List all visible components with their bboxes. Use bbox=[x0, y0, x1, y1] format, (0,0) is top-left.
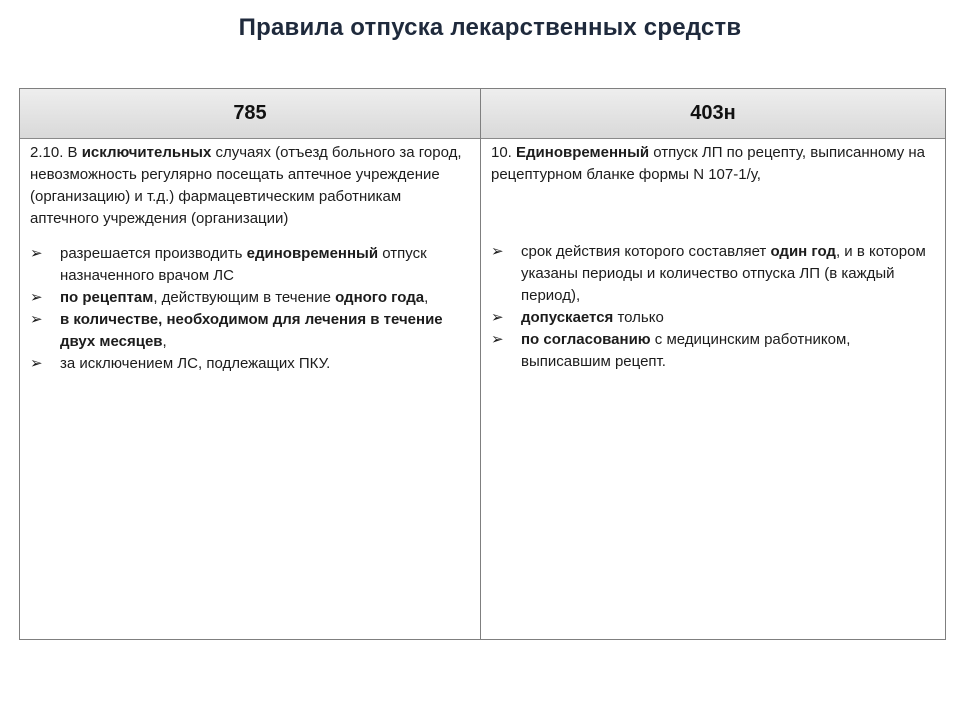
column-header-785: 785 bbox=[233, 102, 267, 124]
list-item-text bbox=[60, 311, 443, 350]
column-divider bbox=[480, 89, 481, 639]
text: 2.10. В bbox=[30, 144, 82, 161]
text: с медицинским работником, выписавшим рецепт. bbox=[521, 331, 851, 370]
list-item-text bbox=[521, 331, 850, 370]
arrow-bullet-icon: ➢ bbox=[30, 311, 43, 328]
text: отпуск назначенного врачом ЛС bbox=[60, 245, 427, 284]
arrow-bullet-icon: ➢ bbox=[30, 245, 43, 262]
text: разрешается производить bbox=[60, 245, 247, 262]
table-header-row bbox=[20, 89, 945, 139]
text: только bbox=[613, 309, 664, 326]
bold-text: по согласованию bbox=[521, 331, 651, 348]
text: , bbox=[162, 333, 167, 350]
intro-paragraph bbox=[491, 142, 931, 186]
list-item bbox=[491, 307, 931, 329]
text: , и в котором указаны периоды и количество отпуска ЛП (в каждый период), bbox=[521, 243, 926, 304]
cell-403n bbox=[491, 139, 931, 373]
bold-text: допускается bbox=[521, 309, 614, 326]
list-item bbox=[491, 329, 931, 373]
list-item bbox=[30, 287, 470, 309]
arrow-bullet-icon: ➢ bbox=[491, 331, 504, 348]
list-item bbox=[30, 243, 470, 287]
bold-text: единовременный bbox=[246, 245, 379, 262]
intro-paragraph bbox=[30, 142, 470, 230]
arrow-bullet-icon: ➢ bbox=[491, 243, 504, 260]
text: , действующим в течение bbox=[153, 289, 336, 306]
bullet-list bbox=[491, 241, 931, 373]
text: , bbox=[424, 289, 429, 306]
list-item-text bbox=[60, 355, 330, 372]
bold-text: один год bbox=[770, 243, 836, 260]
text: случаях (отъезд больного за город, невозможность регулярно посещать аптечное учреждение (организацию) и т.д.) фармацевтическим работникам аптечного учреждения (организации) bbox=[30, 144, 462, 227]
bold-text: Единовременный bbox=[516, 144, 650, 161]
bullet-list bbox=[30, 243, 470, 375]
arrow-bullet-icon: ➢ bbox=[30, 355, 43, 372]
bold-text: одного года bbox=[335, 289, 425, 306]
list-item-text bbox=[521, 243, 926, 304]
list-item-text bbox=[521, 309, 664, 326]
column-header-403n: 403н bbox=[690, 102, 736, 124]
text: отпуск ЛП по рецепту, выписанному на рецептурном бланке формы N 107-1/у, bbox=[491, 144, 926, 183]
bold-text: по рецептам bbox=[60, 289, 154, 306]
list-item bbox=[30, 353, 470, 375]
arrow-bullet-icon: ➢ bbox=[30, 289, 43, 306]
page-title: Правила отпуска лекарственных средств bbox=[238, 14, 742, 41]
list-item bbox=[491, 241, 931, 307]
arrow-bullet-icon: ➢ bbox=[491, 309, 504, 326]
list-item bbox=[30, 309, 470, 353]
bold-text: в количестве, необходимом для лечения в течение двух месяцев bbox=[60, 311, 443, 350]
text: срок действия которого составляет bbox=[521, 243, 771, 260]
text: 10. bbox=[491, 144, 517, 161]
comparison-table bbox=[19, 88, 946, 640]
text: за исключением ЛС, подлежащих ПКУ. bbox=[60, 355, 331, 372]
bold-text: исключительных bbox=[81, 144, 212, 161]
cell-785 bbox=[30, 139, 470, 375]
list-item-text bbox=[60, 245, 427, 284]
list-item-text bbox=[60, 289, 428, 306]
